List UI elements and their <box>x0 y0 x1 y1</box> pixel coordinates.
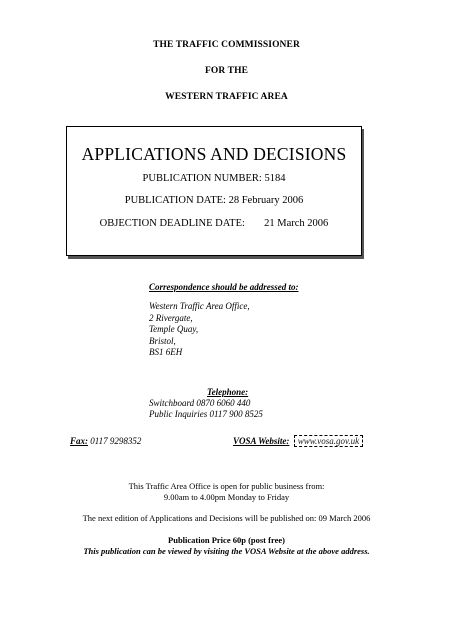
switchboard-number: Switchboard 0870 6060 440 <box>149 398 251 408</box>
publication-date: PUBLICATION DATE: 28 February 2006 <box>124 195 304 206</box>
publication-number: PUBLICATION NUMBER: 5184 <box>142 173 286 184</box>
header-commissioner: THE TRAFFIC COMMISSIONER <box>153 40 300 50</box>
address-line: Temple Quay, <box>149 324 199 334</box>
address-line: BS1 6EH <box>149 347 183 357</box>
fax-label: Fax: <box>70 436 88 446</box>
office-hours-line2: 9.00am to 4.00pm Monday to Friday <box>163 492 290 502</box>
objection-deadline <box>67 218 361 229</box>
address-block <box>149 301 250 359</box>
document-title: APPLICATIONS AND DECISIONS <box>81 144 347 164</box>
website-line <box>233 435 363 447</box>
vosa-website-link[interactable]: www.vosa.gov.uk <box>294 435 363 447</box>
title-box <box>66 126 362 256</box>
next-edition-note: The next edition of Applications and Decisions will be published on: 09 March 2006 <box>82 513 371 523</box>
fax-line <box>70 436 141 446</box>
website-label: VOSA Website: <box>233 436 290 446</box>
address-line: Bristol, <box>149 335 176 346</box>
address-line: Western Traffic Area Office, <box>149 301 250 311</box>
office-hours-line1: This Traffic Area Office is open for public business from: <box>128 481 325 491</box>
objection-deadline-label: OBJECTION DEADLINE DATE: <box>99 218 245 229</box>
public-inquiries-number: Public Inquiries 0117 900 8525 <box>149 409 263 419</box>
objection-deadline-date: 21 March 2006 <box>264 218 329 229</box>
correspondence-heading: Correspondence should be addressed to: <box>149 282 299 292</box>
address-line: 2 Rivergate, <box>149 312 193 323</box>
website-availability-note: This publication can be viewed by visiting the VOSA Website at the above address. <box>83 546 370 556</box>
publication-price: Publication Price 60p (post free) <box>168 535 285 545</box>
header-for-the: FOR THE <box>204 66 249 76</box>
header-area: WESTERN TRAFFIC AREA <box>165 92 288 102</box>
telephone-heading: Telephone: <box>207 387 249 397</box>
fax-number: 0117 9298352 <box>90 436 142 446</box>
